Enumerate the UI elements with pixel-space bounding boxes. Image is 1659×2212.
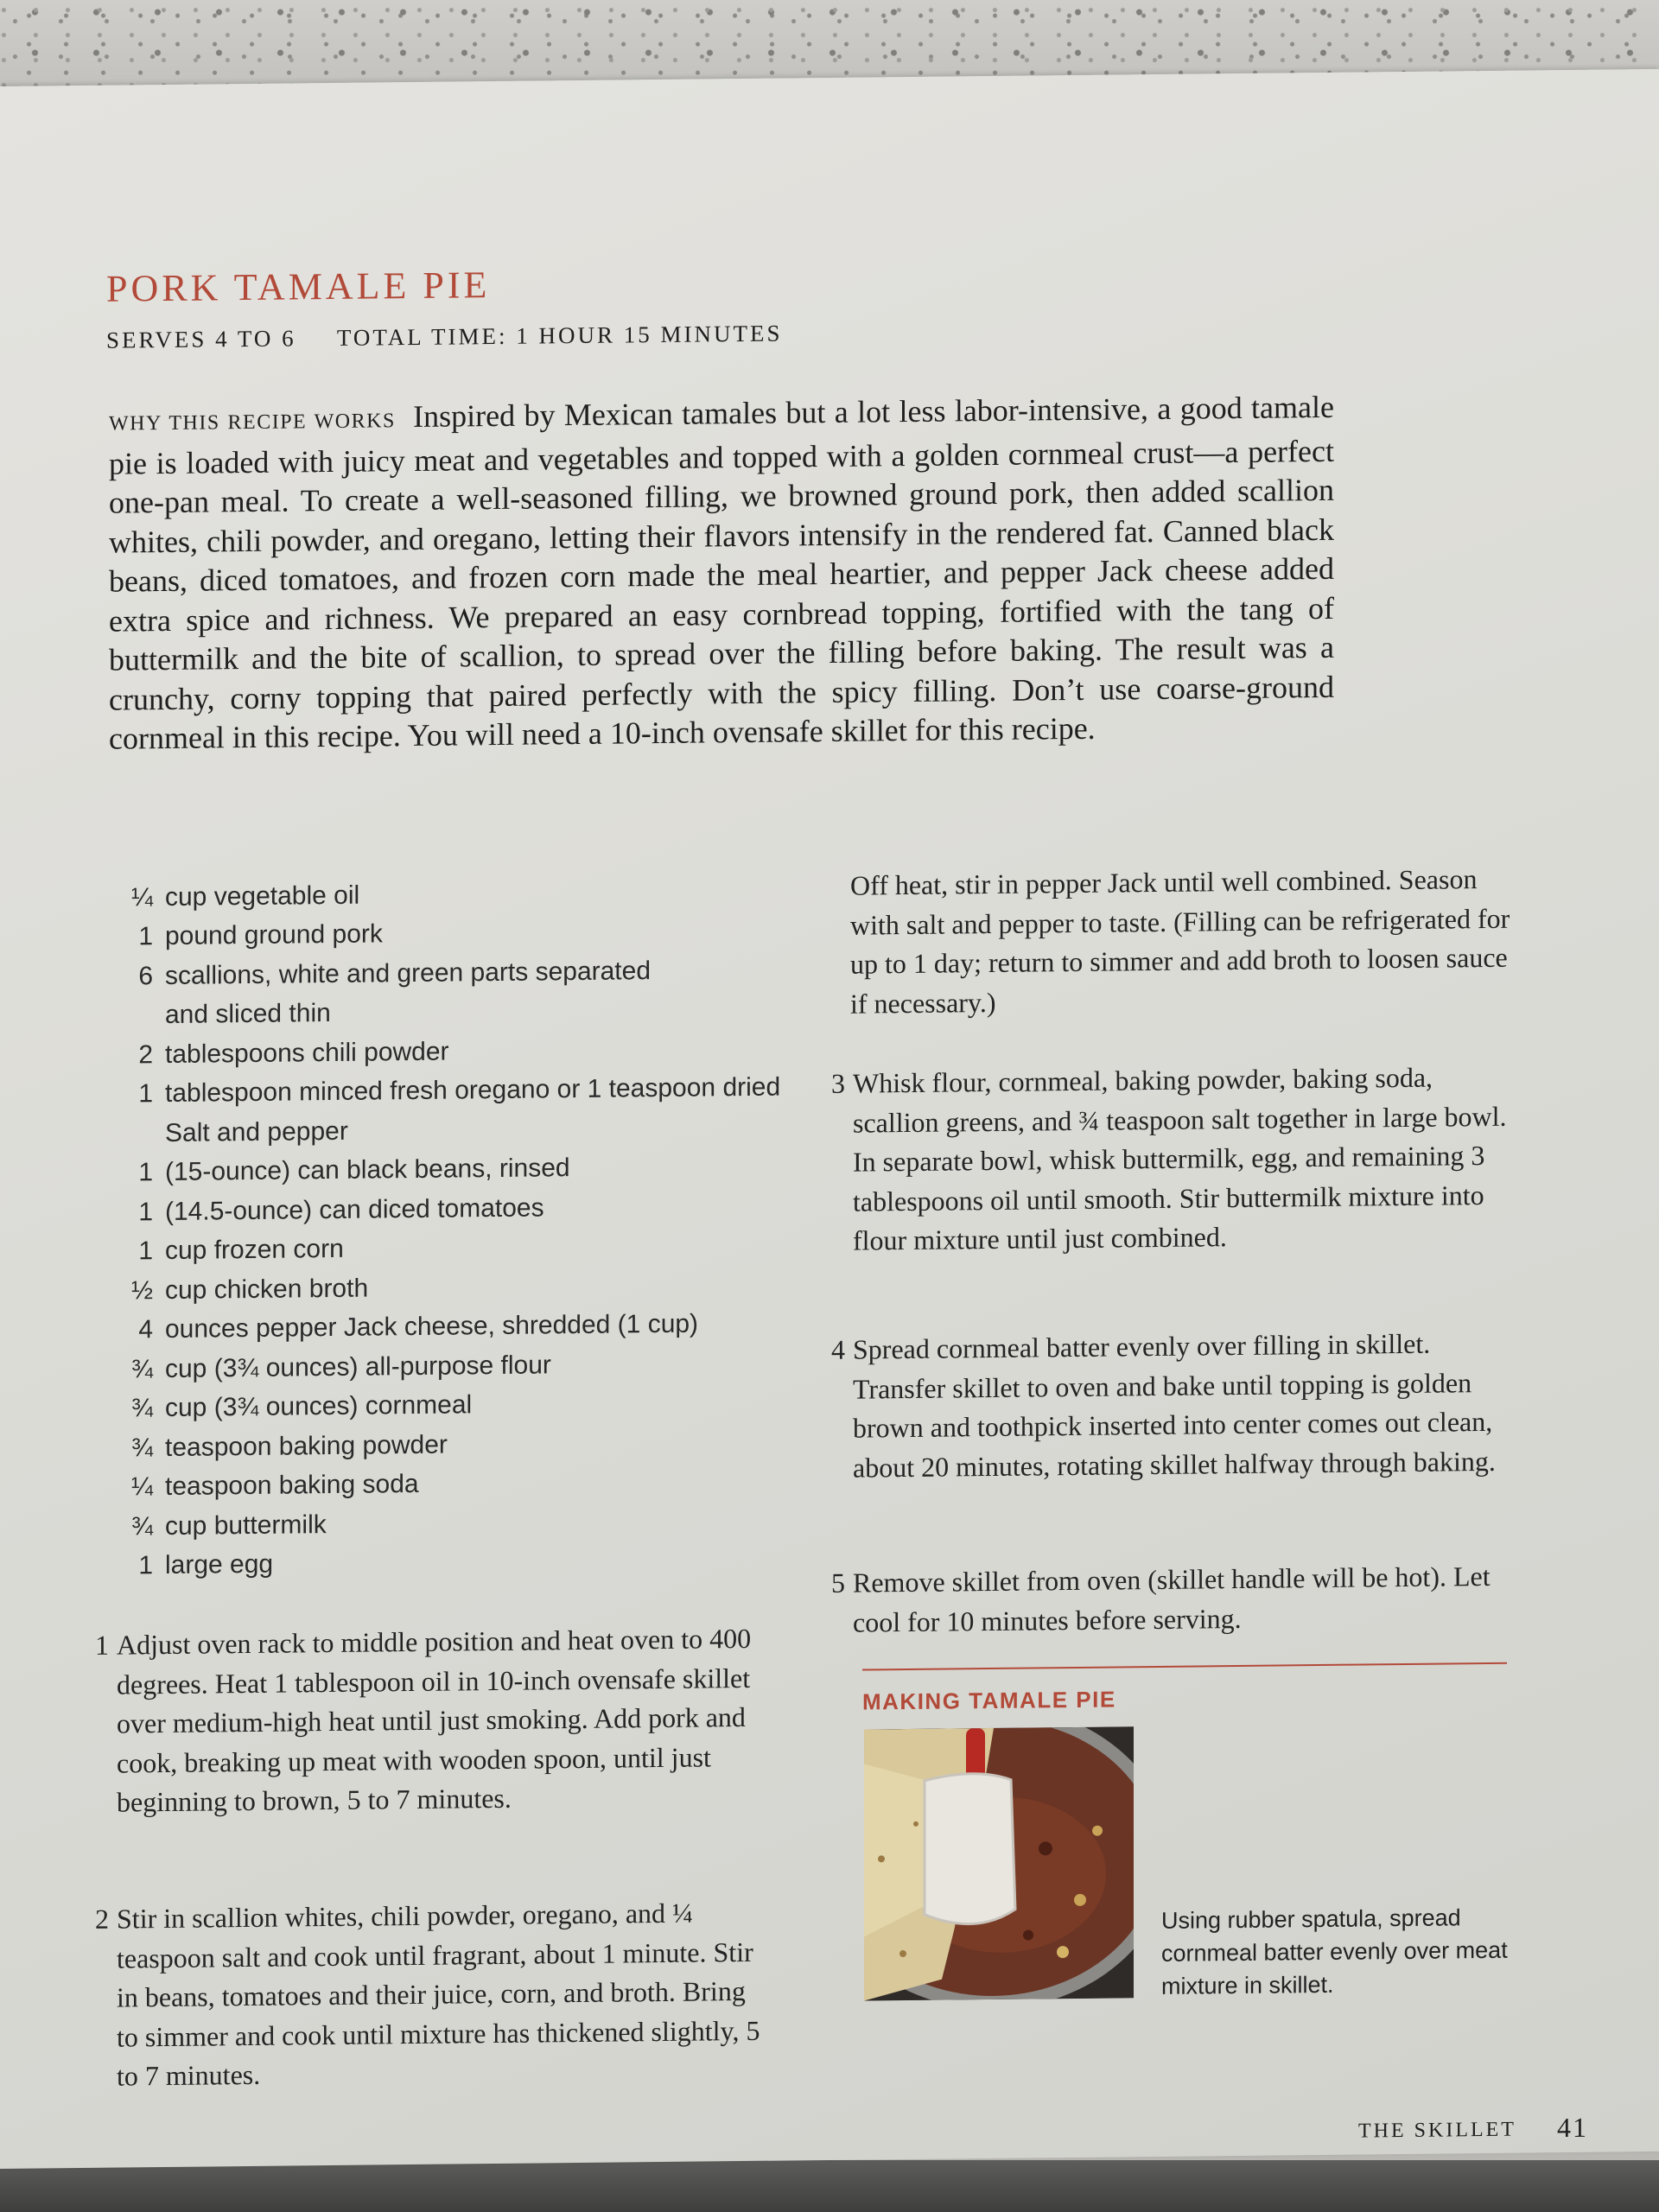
step-number: 5 (831, 1567, 845, 1599)
ingredient-item (114, 1343, 788, 1389)
step-text: Spread cornmeal batter evenly over filling in skillet. Transfer skillet to oven and bake until topping is golden brown and toothpick inserted into center comes out clean, about 20 minutes, rotating skillet halfway through baking. (853, 1327, 1496, 1484)
ingredient-qty: 1 (138, 1197, 153, 1227)
recipe-title: PORK TAMALE PIE (106, 264, 491, 310)
ingredient-item (114, 871, 788, 918)
step-text: Adjust oven rack to middle position and heat oven to 400 degrees. Heat 1 tablespoon oil in 10-inch ovensafe skillet over medium-high heat until just smoking. Add pork and cook, breaking up meat with wooden spoon, until just beginning to brown, 5 to 7 minutes. (117, 1622, 752, 1818)
ingredient-text: tablespoons chili powder (165, 1037, 449, 1069)
ingredient-item (114, 1147, 788, 1193)
ingredient-qty: ¾ (130, 1354, 153, 1384)
ingredient-qty: ¾ (130, 1394, 153, 1423)
ingredient-text: (15-ounce) can black beans, rinsed (165, 1154, 570, 1187)
total-time-label: TOTAL TIME: 1 HOUR 15 MINUTES (336, 320, 783, 351)
ingredient-item (114, 950, 788, 996)
ingredient-qty: 4 (138, 1315, 153, 1344)
ingredient-text: large egg (165, 1549, 274, 1580)
sidebar-title: MAKING TAMALE PIE (862, 1686, 1116, 1715)
ingredient-text: (14.5-ounce) can diced tomatoes (165, 1193, 544, 1226)
ingredient-item (114, 1068, 788, 1115)
ingredient-list (114, 871, 788, 1586)
step-number: 3 (831, 1067, 845, 1099)
step-text: Off heat, stir in pepper Jack until well combined. Season with salt and pepper to taste. (Filling can be refrigerated for up to 1 day; return to simmer and add broth to loosen sauce if necessary.) (850, 863, 1510, 1020)
ingredient-item (114, 1500, 788, 1547)
ingredient-text: ounces pepper Jack cheese, shredded (1 cup) (165, 1309, 699, 1344)
ingredient-qty: 1 (138, 1551, 153, 1580)
ingredient-qty: 1 (138, 1158, 153, 1187)
ingredient-item (114, 1264, 788, 1311)
intro-lead: WHY THIS RECIPE WORKS (109, 410, 396, 435)
photo-caption: Using rubber spatula, spread cornmeal batter evenly over meat mixture in skillet. (1161, 1904, 1508, 1999)
ingredient-item (114, 1304, 788, 1351)
ingredient-text: teaspoon baking soda (165, 1470, 419, 1502)
ingredient-text: scallions, white and green parts separated (165, 956, 652, 990)
ingredient-item (114, 1382, 788, 1429)
serves-label: SERVES 4 TO 6 (106, 325, 296, 353)
ingredient-item (114, 989, 788, 1036)
ingredient-qty: 1 (138, 1079, 153, 1109)
ingredient-text: Salt and pepper (165, 1116, 348, 1147)
section-name: THE SKILLET (1358, 2118, 1516, 2143)
step-number: 2 (95, 1903, 109, 1935)
ingredient-qty: ¼ (130, 882, 153, 912)
instruction-step (831, 1324, 1514, 1488)
why-this-recipe-works (109, 388, 1334, 759)
ingredient-text: cup (3¾ ounces) cornmeal (165, 1390, 473, 1423)
ingredient-item (114, 911, 788, 957)
ingredient-text: cup buttermilk (165, 1510, 327, 1541)
ingredient-item (114, 1461, 788, 1508)
ingredient-text: cup vegetable oil (165, 880, 360, 912)
ingredient-qty: ¼ (130, 1472, 153, 1502)
ingredient-item (114, 1225, 788, 1272)
ingredient-text: and sliced thin (165, 999, 331, 1030)
step-text: Remove skillet from oven (skillet handle will be hot). Let cool for 10 minutes before serving. (853, 1560, 1491, 1638)
recipe-meta (106, 320, 815, 354)
ingredient-text: teaspoon baking powder (165, 1430, 448, 1462)
ingredient-item (114, 1540, 788, 1586)
ingredient-qty: ¾ (130, 1433, 153, 1463)
step-number: 1 (95, 1629, 109, 1661)
sidebar-divider (862, 1662, 1507, 1671)
ingredient-qty: 6 (138, 961, 153, 991)
ingredient-text: tablespoon minced fresh oregano or 1 teaspoon dried (165, 1072, 781, 1109)
instruction-step (831, 1058, 1514, 1262)
page-bottom-shadow (0, 2160, 1659, 2212)
ingredient-qty: 1 (138, 922, 153, 951)
instruction-step-continued (830, 860, 1512, 1024)
tamale-pie-photo (864, 1726, 1134, 2000)
ingredient-text: cup frozen corn (165, 1235, 344, 1266)
ingredient-text: cup chicken broth (165, 1274, 369, 1305)
ingredient-qty: ¾ (130, 1511, 153, 1541)
ingredient-item (114, 1421, 788, 1468)
skillet-spatula-illustration (864, 1726, 1134, 2000)
ingredient-qty: ½ (130, 1275, 153, 1306)
ingredient-text: cup (3¾ ounces) all-purpose flour (165, 1351, 551, 1383)
ingredient-text: pound ground pork (165, 919, 383, 951)
step-text: Whisk flour, cornmeal, baking powder, baking soda, scallion greens, and ¾ teaspoon salt together in large bowl. In separate bowl, whisk buttermilk, egg, and remaining 3 tablespoons oil until smooth. Stir buttermilk mixture into flour mixture until just combined. (853, 1061, 1507, 1256)
step-number: 4 (831, 1333, 845, 1365)
instruction-step (831, 1557, 1514, 1643)
ingredient-qty: 1 (138, 1236, 153, 1266)
ingredient-item (114, 1185, 788, 1232)
intro-text: Inspired by Mexican tamales but a lot less labor-intensive, a good tamale pie is loaded with juicy meat and vegetables and topped with a golden cornmeal crust—a perfect one-pan meal. To create a well-seasoned filling, we browned ground pork, then added scallion whites, chili powder, and oregano, letting their flavors intensify in the rendered fat. Canned black beans, diced tomatoes, and frozen corn made the meal heartier, and pepper Jack cheese added extra spice and richness. We prepared an easy cornbread topping, fortified with the tang of buttermilk and the bite of scallion, to spread over the filling before baking. The result was a crunchy, corny topping that paired perfectly with the spicy filling. Don’t use coarse-ground cornmeal in this recipe. You will need a 10-inch ovensafe skillet for this recipe. (109, 389, 1334, 756)
cookbook-page (0, 69, 1659, 2169)
instruction-step (95, 1619, 769, 1823)
ingredient-item (114, 1107, 788, 1154)
step-text: Stir in scallion whites, chili powder, oregano, and ¼ teaspoon salt and cook until fragrant, about 1 minute. Stir in beans, tomatoes and their juice, corn, and broth. Bring to simmer and cook until mixture has thickened slightly, 5 to 7 minutes. (117, 1897, 760, 2092)
instruction-step (95, 1893, 760, 2097)
page-number: 41 (1557, 2111, 1588, 2144)
ingredient-item (114, 1028, 788, 1075)
ingredient-qty: 2 (138, 1039, 153, 1070)
